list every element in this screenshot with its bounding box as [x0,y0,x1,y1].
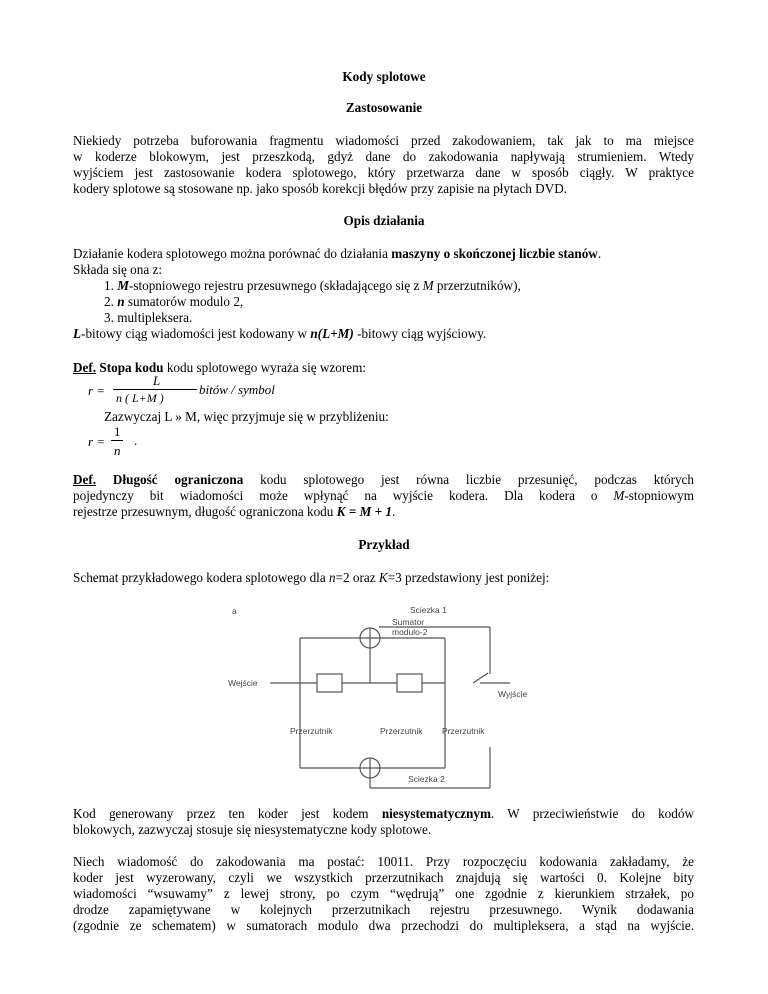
approx-denominator: n [114,443,121,458]
after-p2-line-2: koder jest wyzerowany, czyli we wszystkich przerzutnikach znajdują się wartości 0. Kolejne bity [73,870,694,885]
formula-fraction-bar [113,389,197,390]
bits-text-a: -bitowy ciąg wiadomości jest kodowany w [81,326,311,341]
zastosowanie-line-3: wyjściem jest zastosowanie kodera splotowego, który przetwarza dane w sposób ciągły. W praktyce [73,165,694,180]
def-term-dlugosc: Długość ograniczona [112,472,244,487]
adder-bottom [360,758,380,778]
formula-unit: bitów / symbol [199,382,275,397]
list-item-2-text: sumatorów modulo 2, [124,294,244,309]
def-dlugosc-line-1 [73,472,694,488]
diagram-wires [270,627,510,788]
approx-numerator: 1 [114,424,121,439]
def-dlugosc-text-1: kodu splotowego jest równa liczbie przesunięć, podczas których [243,472,695,487]
list-item-1 [104,278,521,294]
flipflop-1 [317,674,342,692]
def-dlugosc-text-2: pojedynczy bit wiadomości może wpłynąć na wyjście kodera. Dla kodera o [73,488,614,503]
diagram-sumator-label-1: Sumator [392,617,425,627]
def-dlugosc-text-3-end: . [392,504,396,519]
after-p2-line-3: wiadomości “wsuwamy” z lewej strony, po czym “wędrują” one zgodnie z kierunkiem strzałek, po [73,886,694,901]
after-p1-text-b: . W przeciwieństwie do kodów [490,806,694,821]
przyklad-text-b: =2 oraz [335,570,379,585]
opis-intro-line-2: Składa się ona z: [73,262,162,277]
zastosowanie-line-2: w koderze blokowym, jest przeszkodą, gdyż dane do zakodowania napływają strumieniem. Wtedy [73,149,694,164]
def-dlugosc-formula: K = M + 1 [336,504,393,519]
zastosowanie-line-4: kodery splotowe są stosowane np. jako sposób korekcji błędów przy zapisie na płytach DVD. [73,181,568,196]
list-item-1-var2: M [422,278,434,293]
after-p2-line-5: (zgodnie ze schematem) w sumatorach modulo dwa przechodzi do multipleksera, a stąd na wyjście. [73,918,694,933]
list-item-3-number: 3. [104,310,114,325]
def-dlugosc-text-2-end: -stopniowym [624,488,694,503]
approx-lhs: r = [88,434,106,449]
after-p2-line-4: drodze zapamiętywane w kolejnych przerzutnikach rejestru przesuwnego. Wynik dodawania [73,902,694,917]
heading-zastosowanie: Zastosowanie [345,100,423,115]
list-item-1-text-a: -stopniowego rejestru przesuwnego (składającego się z [128,278,423,293]
def-dlugosc-line-3 [73,504,395,520]
def-dlugosc-text-3: rejestrze przesuwnym, długość ograniczona kodu [73,504,337,519]
przyklad-text-c: =3 przedstawiony jest poniżej: [387,570,550,585]
list-item-3-text: multipleksera. [117,310,193,325]
bits-text-b: -bitowy ciąg wyjściowy. [353,326,487,341]
heading-opis: Opis działania [343,213,425,228]
opis-intro-bold: maszyny o skończonej liczbie stanów [391,246,598,261]
zastosowanie-line-1: Niekiedy potrzeba buforowania fragmentu wiadomości przed zakodowaniem, tak jak to ma miejsce [73,133,694,148]
bits-expr: n(L+M) [310,326,354,341]
approx-dot: . [134,433,138,448]
formula-lhs: r = [88,383,106,398]
list-item-2 [104,294,243,310]
diagram-path2-label: Sciezka 2 [408,774,445,784]
approx-text: Zazwyczaj L » M, więc przyjmuje się w przybliżeniu: [104,409,389,424]
przyklad-var-n: n [328,570,336,585]
after-p1-line-1 [73,806,694,822]
diagram-corner-label: a [232,606,237,616]
def-stopa-text: kodu splotowego wyraża się wzorem: [163,360,367,375]
list-item-2-number: 2. [104,294,114,309]
after-p1-text-a: Kod generowany przez ten koder jest kodem [73,806,382,821]
list-item-1-text-b: przerzutników), [433,278,521,293]
document-title: Kody splotowe [342,69,426,84]
def-stopa-line [73,360,366,376]
list-item-1-var: M [117,278,129,293]
diagram-ff3-label: Przerzutnik [442,726,485,736]
list-item-3 [104,310,192,326]
def-term-stopa: Stopa kodu [99,360,164,375]
opis-intro-end: . [597,246,602,261]
formula-numerator: L [153,373,161,388]
formula-denominator: n ( L+M ) [116,391,164,405]
encoder-diagram [220,602,550,792]
def-label: Def. [73,360,97,375]
diagram-ff2-label: Przerzutnik [380,726,423,736]
after-p1-line-2: blokowych, zazwyczaj stosuje się niesystematyczne kody splotowe. [73,822,432,837]
list-item-1-number: 1. [104,278,114,293]
list-item-2-var: n [117,294,125,309]
after-p2-line-1: Niech wiadomość do zakodowania ma postać: 10011. Przy rozpoczęciu kodowania zakładamy, że [73,854,694,869]
przyklad-text-a: Schemat przykładowego kodera splotowego dla [73,570,329,585]
def-dlugosc-line-2 [73,488,694,504]
approx-fraction-bar [111,440,123,441]
def-label-2: Def. [73,472,97,487]
heading-przyklad: Przykład [358,537,410,552]
bits-line [73,326,486,342]
diagram-input-label: Wejście [228,678,258,688]
after-p1-bold: niesystematycznym [381,806,491,821]
diagram-ff1-label: Przerzutnik [290,726,333,736]
flipflop-2 [397,674,422,692]
diagram-sumator-label-2: modulo-2 [392,627,428,637]
diagram-output-label: Wyjście [498,689,528,699]
przyklad-var-k: K [378,570,388,585]
bits-var: L [73,326,82,341]
przyklad-line [73,570,549,586]
opis-intro-line [73,246,601,262]
diagram-path1-label: Sciezka 1 [410,605,447,615]
def-dlugosc-var: M [613,488,625,503]
opis-intro-text: Działanie kodera splotowego można porównać do działania [73,246,392,261]
adder-top [360,628,380,648]
